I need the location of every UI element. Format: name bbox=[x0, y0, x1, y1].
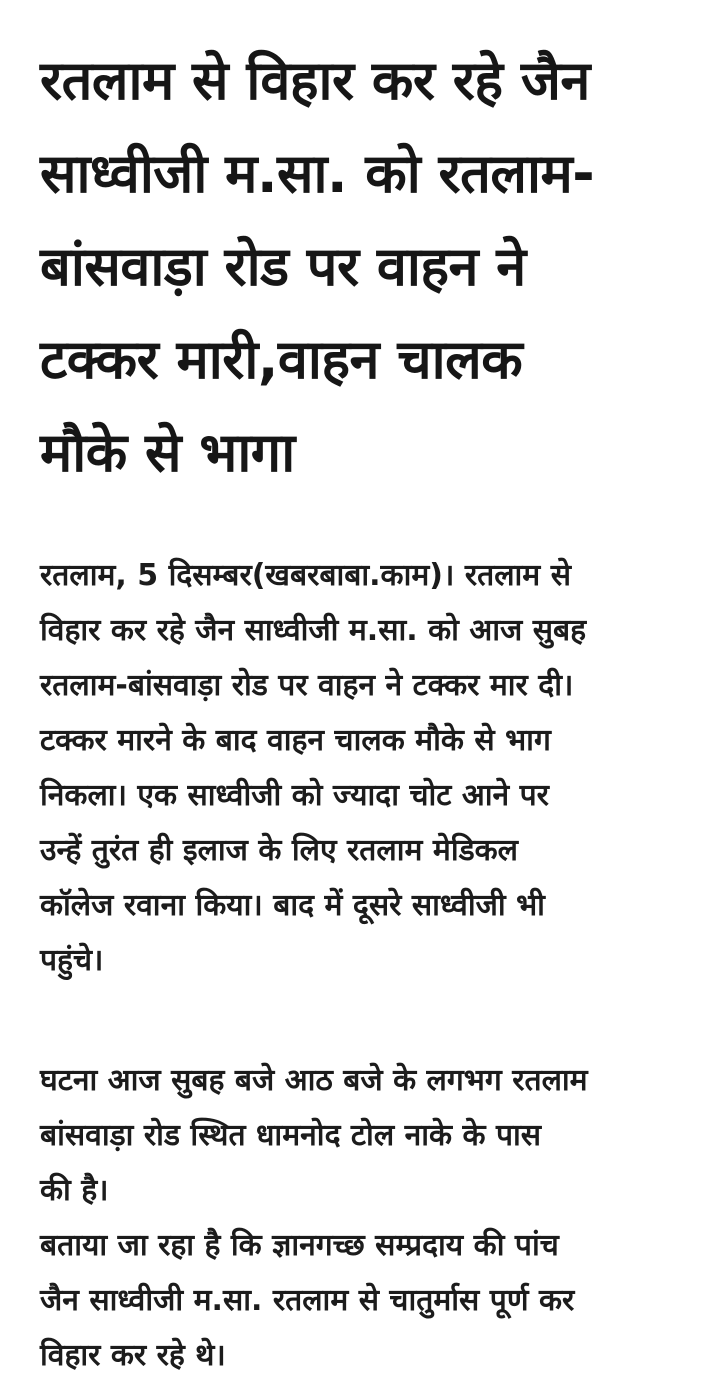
paragraph-line: विहार कर रहे थे। bbox=[40, 1338, 226, 1373]
paragraph-line: जैन साध्वीजी म.सा. रतलाम से चातुर्मास पूर्ण कर bbox=[40, 1283, 575, 1318]
paragraph-line: घटना आज सुबह बजे आठ बजे के लगभग रतलाम bbox=[40, 1063, 588, 1098]
paragraph-line: उन्हें तुरंत ही इलाज के लिए रतलाम मेडिकल bbox=[40, 833, 519, 868]
headline-line: मौके से भागा bbox=[40, 421, 295, 484]
paragraph-line: पहुंचे। bbox=[40, 943, 104, 978]
article-paragraph-2 bbox=[40, 1053, 588, 1218]
paragraph-line: कॉलेज रवाना किया। बाद में दूसरे साध्वीजी भी bbox=[40, 888, 545, 923]
headline-line: बांसवाड़ा रोड पर वाहन ने bbox=[40, 235, 526, 298]
headline-line: रतलाम से विहार कर रहे जैन bbox=[40, 49, 590, 112]
paragraph-line: बांसवाड़ा रोड स्थित धामनोद टोल नाके के पास bbox=[40, 1118, 542, 1153]
article-headline bbox=[40, 0, 690, 499]
paragraph-line: बताया जा रहा है कि ज्ञानगच्छ सम्प्रदाय की पांच bbox=[40, 1228, 559, 1263]
headline-line: टक्कर मारी,वाहन चालक bbox=[40, 328, 523, 391]
paragraph-line: विहार कर रहे जैन साध्वीजी म.सा. को आज सुबह bbox=[40, 613, 587, 648]
paragraph-line: निकला। एक साध्वीजी को ज्यादा चोट आने पर bbox=[40, 778, 549, 813]
headline-line: साध्वीजी म.सा. को रतलाम- bbox=[40, 142, 595, 205]
paragraph-line: रतलाम, 5 दिसम्बर(खबरबाबा.काम)। रतलाम से bbox=[40, 558, 571, 593]
paragraph-line: की है। bbox=[40, 1173, 109, 1208]
paragraph-line: रतलाम-बांसवाड़ा रोड पर वाहन ने टक्कर मार दी। bbox=[40, 668, 574, 703]
article-paragraph-3 bbox=[40, 1218, 574, 1383]
article-paragraph-1 bbox=[40, 548, 586, 988]
news-article bbox=[40, 0, 690, 1373]
paragraph-line: टक्कर मारने के बाद वाहन चालक मौके से भाग bbox=[40, 723, 551, 758]
